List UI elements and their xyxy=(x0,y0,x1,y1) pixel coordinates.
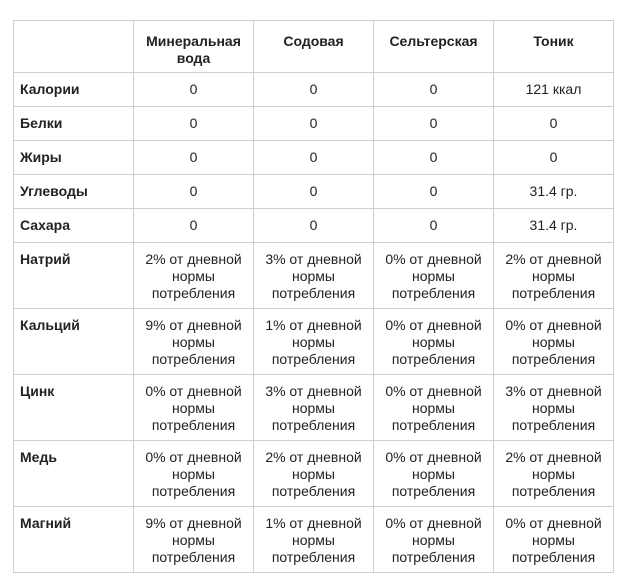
row-label: Цинк xyxy=(14,375,134,441)
table-cell: 31.4 гр. xyxy=(494,175,614,209)
table-cell: 0 xyxy=(374,141,494,175)
table-cell: 0% от дневной нормы потребления xyxy=(494,507,614,573)
row-label: Сахара xyxy=(14,209,134,243)
table-cell: 31.4 гр. xyxy=(494,209,614,243)
table-cell: 0 xyxy=(494,141,614,175)
column-header-mineral-water: Минеральная вода xyxy=(134,21,254,73)
column-header-seltzer: Сельтерская xyxy=(374,21,494,73)
table-cell: 0 xyxy=(374,175,494,209)
table-row-copper xyxy=(14,441,614,507)
table-row-calcium xyxy=(14,309,614,375)
table-cell: 9% от дневной нормы потребления xyxy=(134,507,254,573)
table-cell: 0% от дневной нормы потребления xyxy=(374,507,494,573)
table-cell: 1% от дневной нормы потребления xyxy=(254,309,374,375)
table-row-calories xyxy=(14,73,614,107)
table-row-sugars xyxy=(14,209,614,243)
row-label: Магний xyxy=(14,507,134,573)
table-row-fats xyxy=(14,141,614,175)
table-cell: 2% от дневной нормы потребления xyxy=(494,441,614,507)
table-cell: 3% от дневной нормы потребления xyxy=(254,243,374,309)
header-row xyxy=(14,21,614,73)
table-cell: 0% от дневной нормы потребления xyxy=(374,243,494,309)
table-cell: 3% от дневной нормы потребления xyxy=(254,375,374,441)
table-cell: 0 xyxy=(134,141,254,175)
table-cell: 0% от дневной нормы потребления xyxy=(374,309,494,375)
table-cell: 0 xyxy=(254,175,374,209)
nutrition-comparison-table xyxy=(13,20,614,573)
table-cell: 0% от дневной нормы потребления xyxy=(494,309,614,375)
table-row-zinc xyxy=(14,375,614,441)
table-cell: 0 xyxy=(134,73,254,107)
nutrition-table-container xyxy=(13,20,614,573)
table-cell: 0 xyxy=(374,107,494,141)
row-label: Калории xyxy=(14,73,134,107)
row-label: Медь xyxy=(14,441,134,507)
table-cell: 0 xyxy=(254,73,374,107)
table-cell: 0% от дневной нормы потребления xyxy=(374,375,494,441)
row-label: Натрий xyxy=(14,243,134,309)
column-header-soda: Содовая xyxy=(254,21,374,73)
table-cell: 0 xyxy=(374,73,494,107)
table-row-carbohydrates xyxy=(14,175,614,209)
table-cell: 3% от дневной нормы потребления xyxy=(494,375,614,441)
table-cell: 0 xyxy=(374,209,494,243)
table-row-magnesium xyxy=(14,507,614,573)
table-cell: 1% от дневной нормы потребления xyxy=(254,507,374,573)
table-cell: 0 xyxy=(494,107,614,141)
table-cell: 0% от дневной нормы потребления xyxy=(134,375,254,441)
table-cell: 0% от дневной нормы потребления xyxy=(134,441,254,507)
table-cell: 0 xyxy=(254,107,374,141)
column-header-tonic: Тоник xyxy=(494,21,614,73)
table-cell: 2% от дневной нормы потребления xyxy=(494,243,614,309)
table-cell: 2% от дневной нормы потребления xyxy=(134,243,254,309)
row-label: Белки xyxy=(14,107,134,141)
table-cell: 0 xyxy=(134,107,254,141)
table-row-proteins xyxy=(14,107,614,141)
row-label: Жиры xyxy=(14,141,134,175)
table-cell: 0 xyxy=(254,141,374,175)
header-corner-cell xyxy=(14,21,134,73)
table-cell: 9% от дневной нормы потребления xyxy=(134,309,254,375)
table-cell: 0 xyxy=(254,209,374,243)
table-cell: 0 xyxy=(134,175,254,209)
table-cell: 0% от дневной нормы потребления xyxy=(374,441,494,507)
table-row-sodium xyxy=(14,243,614,309)
table-cell: 0 xyxy=(134,209,254,243)
row-label: Углеводы xyxy=(14,175,134,209)
table-cell: 2% от дневной нормы потребления xyxy=(254,441,374,507)
table-cell: 121 ккал xyxy=(494,73,614,107)
row-label: Кальций xyxy=(14,309,134,375)
